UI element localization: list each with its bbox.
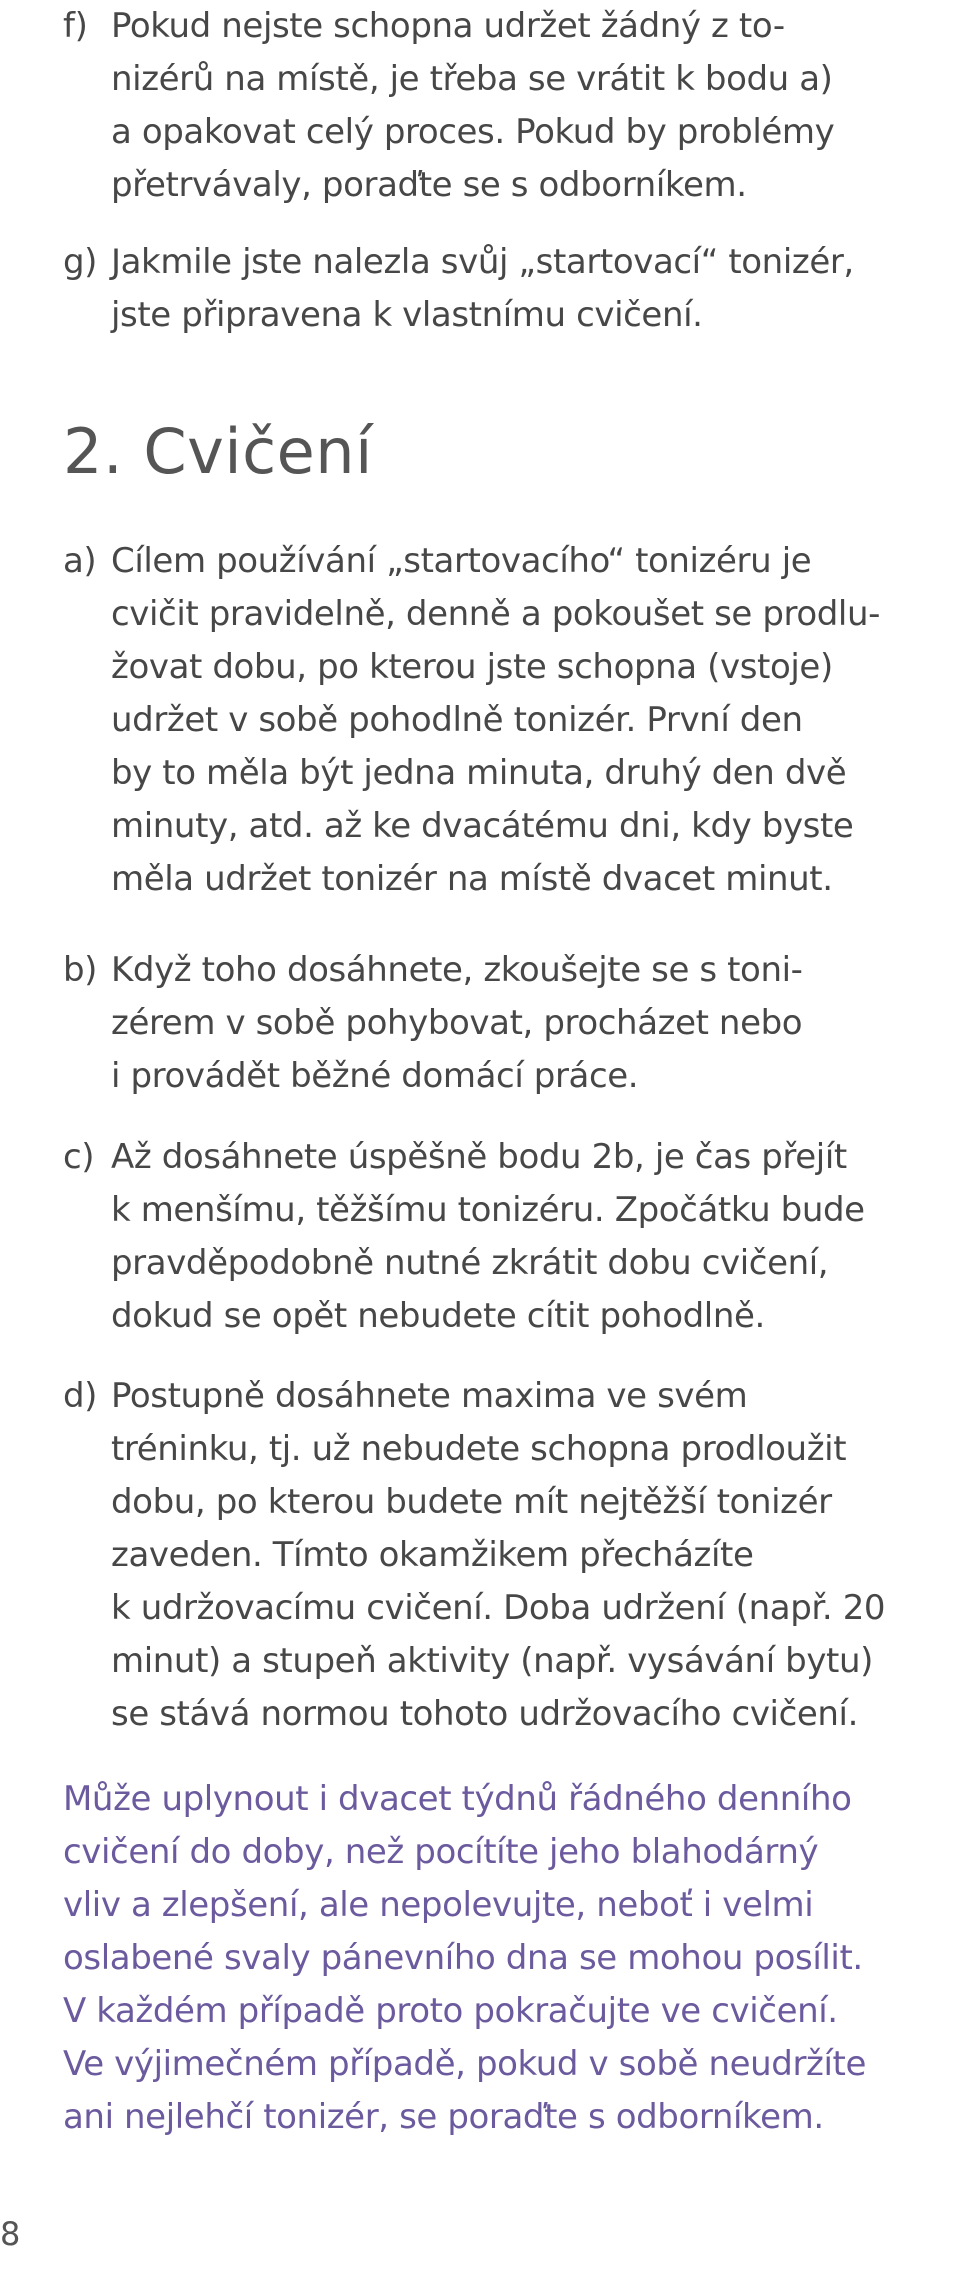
list-text-line: k udržovacímu cvičení. Doba udržení (např. 20 [111,1588,886,1628]
list-label: g) [63,242,98,282]
list-text-line: dokud se opět nebudete cítit pohodlně. [111,1296,765,1336]
list-label: a) [63,541,97,581]
note-line: ani nejlehčí tonizér, se poraďte s odborníkem. [63,2097,824,2137]
list-text-line: i provádět běžné domácí práce. [111,1056,639,1096]
list-text-line: by to měla být jedna minuta, druhý den dvě [111,753,847,793]
list-text-line: jste připravena k vlastnímu cvičení. [111,295,703,335]
list-text-line: Když toho dosáhnete, zkoušejte se s toni- [111,950,803,990]
list-text-line: a opakovat celý proces. Pokud by problémy [111,112,835,152]
list-text-line: minut) a stupeň aktivity (např. vysávání bytu) [111,1641,873,1681]
list-text-line: měla udržet tonizér na místě dvacet minut. [111,859,833,899]
list-text-line: cvičit pravidelně, denně a pokoušet se prodlu- [111,594,880,634]
list-text-line: tréninku, tj. už nebudete schopna prodloužit [111,1429,847,1469]
note-line: Ve výjimečném případě, pokud v sobě neudržíte [63,2044,866,2084]
list-text-line: minuty, atd. až ke dvacátému dni, kdy byste [111,806,854,846]
note-line: V každém případě proto pokračujte ve cvičení. [63,1991,838,2031]
note-line: Může uplynout i dvacet týdnů řádného denního [63,1779,852,1819]
list-item-c [63,1131,953,1343]
list-text-line: k menšímu, těžšímu tonizéru. Zpočátku bude [111,1190,865,1230]
list-label: f) [63,6,88,46]
list-text-line: pravděpodobně nutné zkrátit dobu cvičení, [111,1243,829,1283]
list-text-line: se stává normou tohoto udržovacího cvičení. [111,1694,859,1734]
list-label: d) [63,1376,98,1416]
list-text-line: Cílem používání „startovacího“ tonizéru je [111,541,812,581]
list-text-line: žovat dobu, po kterou jste schopna (vstoje) [111,647,833,687]
list-text-line: Jakmile jste nalezla svůj „startovací“ tonizér, [111,242,854,282]
highlighted-note [63,1773,953,2144]
list-text-line: udržet v sobě pohodlně tonizér. První den [111,700,803,740]
list-label: c) [63,1137,95,1177]
list-text-line: dobu, po kterou budete mít nejtěžší tonizér [111,1482,832,1522]
list-text-line: zérem v sobě pohybovat, procházet nebo [111,1003,803,1043]
note-line: cvičení do doby, než pocítíte jeho blahodárný [63,1832,819,1872]
page-number: 8 [0,2215,21,2253]
list-item-f [63,0,953,212]
section-heading: 2. Cvičení [63,415,373,488]
list-item-g [63,236,953,342]
list-label: b) [63,950,98,990]
list-item-a [63,535,953,906]
list-text-line: přetrvávaly, poraďte se s odborníkem. [111,165,747,205]
note-line: vliv a zlepšení, ale nepolevujte, neboť i velmi [63,1885,814,1925]
list-item-b [63,944,953,1103]
list-text-line: Až dosáhnete úspěšně bodu 2b, je čas přejít [111,1137,847,1177]
note-line: oslabené svaly pánevního dna se mohou posílit. [63,1938,863,1978]
list-text-line: Pokud nejste schopna udržet žádný z to- [111,6,785,46]
list-text-line: nizérů na místě, je třeba se vrátit k bodu a) [111,59,833,99]
list-text-line: Postupně dosáhnete maxima ve svém [111,1376,748,1416]
list-item-d [63,1370,953,1741]
list-text-line: zaveden. Tímto okamžikem přecházíte [111,1535,754,1575]
